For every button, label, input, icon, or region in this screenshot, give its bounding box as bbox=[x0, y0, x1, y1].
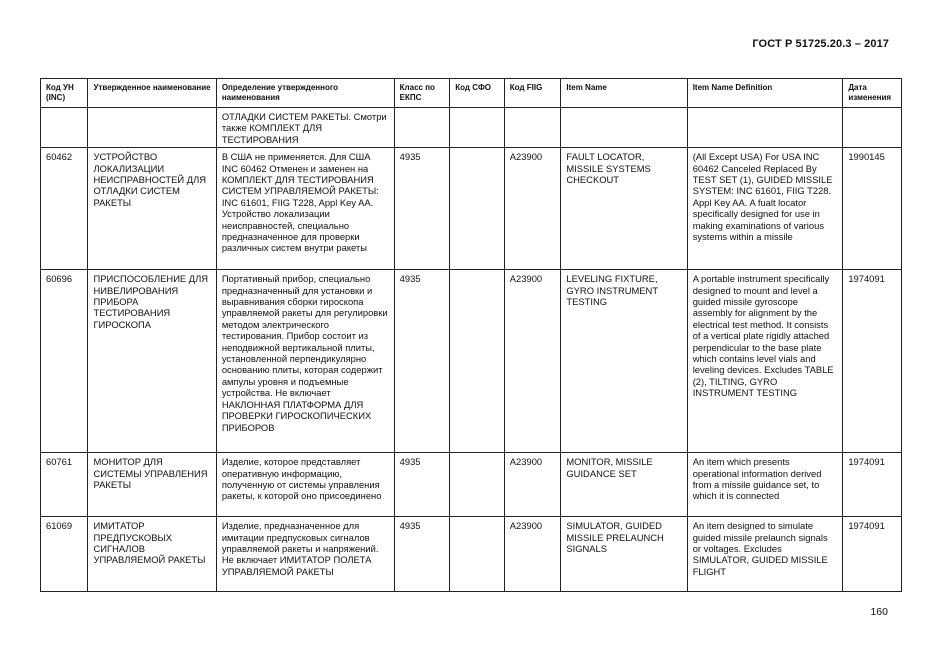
cell-fiig-code: A23900 bbox=[504, 453, 561, 517]
table-row bbox=[41, 148, 902, 270]
cell-definition: Изделие, которое представляет оперативную информацию, полученную от системы управления ракеты, к которой оно присоединено bbox=[216, 453, 394, 517]
table-header-row bbox=[41, 79, 902, 108]
cell-approved-name: ИМИТАТОР ПРЕДПУСКОВЫХ СИГНАЛОВ УПРАВЛЯЕМОЙ РАКЕТЫ bbox=[88, 517, 216, 592]
cell-sfo-code bbox=[450, 108, 505, 148]
cell-ekps-class: 4935 bbox=[394, 270, 450, 453]
cell-ekps-class: 4935 bbox=[394, 453, 450, 517]
table-row bbox=[41, 270, 902, 453]
col-header-change-date: Дата изменения bbox=[843, 79, 902, 108]
cell-definition: В США не применяется. Для США INC 60462 Отменен и заменен на КОМПЛЕКТ ДЛЯ ТЕСТИРОВАНИЯ СИСТЕМ УПРАВЛЯЕМОЙ РАКЕТЫ: INC 61601, FIIG T228, Appl Key AA. Устройство локализации неисправностей, специально предназначенное для проверки различных систем внутри ракеты bbox=[216, 148, 394, 270]
cell-sfo-code bbox=[450, 517, 505, 592]
cell-definition: Изделие, предназначенное для имитации предпусковых сигналов управляемой ракеты и напряжений. Не включает ИМИТАТОР ПОЛЕТА УПРАВЛЯЕМОЙ РАКЕТЫ bbox=[216, 517, 394, 592]
cell-item-name: LEVELING FIXTURE, GYRO INSTRUMENT TESTING bbox=[561, 270, 687, 453]
col-header-item-name: Item Name bbox=[561, 79, 687, 108]
cell-fiig-code: A23900 bbox=[504, 517, 561, 592]
table-row bbox=[41, 108, 902, 148]
cell-item-definition: (All Except USA) For USA INC 60462 Canceled Replaced By TEST SET (1), GUIDED MISSILE SYSTEM: INC 61601, FIIG T228. Appl Key AA. A fualt locator specifically designed for use in making examinations of various systems within a missile bbox=[687, 148, 843, 270]
cell-item-name: MONITOR, MISSILE GUIDANCE SET bbox=[561, 453, 687, 517]
cell-definition: ОТЛАДКИ СИСТЕМ РАКЕТЫ. Смотри также КОМПЛЕКТ ДЛЯ ТЕСТИРОВАНИЯ bbox=[216, 108, 394, 148]
cell-approved-name: УСТРОЙСТВО ЛОКАЛИЗАЦИИ НЕИСПРАВНОСТЕЙ ДЛЯ ОТЛАДКИ СИСТЕМ РАКЕТЫ bbox=[88, 148, 216, 270]
cell-change-date: 1974091 bbox=[843, 270, 902, 453]
cell-item-definition bbox=[687, 108, 843, 148]
cell-un-code: 60462 bbox=[41, 148, 88, 270]
page-number: 160 bbox=[870, 606, 888, 618]
cell-un-code: 60761 bbox=[41, 453, 88, 517]
cell-change-date bbox=[843, 108, 902, 148]
cell-un-code bbox=[41, 108, 88, 148]
cell-change-date: 1974091 bbox=[843, 517, 902, 592]
cell-item-name: SIMULATOR, GUIDED MISSILE PRELAUNCH SIGNALS bbox=[561, 517, 687, 592]
table-row bbox=[41, 453, 902, 517]
document-title: ГОСТ Р 51725.20.3 – 2017 bbox=[752, 38, 889, 50]
col-header-item-definition: Item Name Definition bbox=[687, 79, 843, 108]
cell-change-date: 1974091 bbox=[843, 453, 902, 517]
cell-sfo-code bbox=[450, 270, 505, 453]
col-header-sfo-code: Код СФО bbox=[450, 79, 505, 108]
cell-ekps-class bbox=[394, 108, 450, 148]
cell-item-name bbox=[561, 108, 687, 148]
cell-change-date: 1990145 bbox=[843, 148, 902, 270]
col-header-definition: Определение утвержденного наименования bbox=[216, 79, 394, 108]
cell-item-name: FAULT LOCATOR, MISSILE SYSTEMS CHECKOUT bbox=[561, 148, 687, 270]
cell-item-definition: An item which presents operational information derived from a missile guidance set, to which it is connected bbox=[687, 453, 843, 517]
col-header-un-code: Код УН (INC) bbox=[41, 79, 88, 108]
cell-approved-name: ПРИСПОСОБЛЕНИЕ ДЛЯ НИВЕЛИРОВАНИЯ ПРИБОРА ТЕСТИРОВАНИЯ ГИРОСКОПА bbox=[88, 270, 216, 453]
col-header-ekps-class: Класс по ЕКПС bbox=[394, 79, 450, 108]
cell-item-definition: A portable instrument specifically designed to mount and level a guided missile gyroscope assembly for alignment by the electrical test method. It consists of a vertical plate rigidly attached perpendicular to the base plate which contains level vials and leveling devices. Excludes TABLE (2), TILTING, GYRO INSTRUMENT TESTING bbox=[687, 270, 843, 453]
cell-approved-name: МОНИТОР ДЛЯ СИСТЕМЫ УПРАВЛЕНИЯ РАКЕТЫ bbox=[88, 453, 216, 517]
cell-sfo-code bbox=[450, 453, 505, 517]
cell-approved-name bbox=[88, 108, 216, 148]
catalog-table bbox=[40, 78, 902, 592]
col-header-approved-name: Утвержденное наименование bbox=[88, 79, 216, 108]
cell-ekps-class: 4935 bbox=[394, 517, 450, 592]
cell-un-code: 60696 bbox=[41, 270, 88, 453]
cell-fiig-code: A23900 bbox=[504, 148, 561, 270]
cell-fiig-code: A23900 bbox=[504, 270, 561, 453]
table-row bbox=[41, 517, 902, 592]
cell-fiig-code bbox=[504, 108, 561, 148]
cell-sfo-code bbox=[450, 148, 505, 270]
col-header-fiig-code: Код FIIG bbox=[504, 79, 561, 108]
cell-ekps-class: 4935 bbox=[394, 148, 450, 270]
cell-definition: Портативный прибор, специально предназначенный для установки и выравнивания сборки гироскопа управляемой ракеты для регулировки методом электрического тестирования. Прибор состоит из неподвижной вертикальной плиты, установленной перпендикулярно основанию плиты, которая содержит ампулы уровня и подъемные устройства. Не включает НАКЛОННАЯ ПЛАТФОРМА ДЛЯ ПРОВЕРКИ ГИРОСКОПИЧЕСКИХ ПРИБОРОВ bbox=[216, 270, 394, 453]
cell-un-code: 61069 bbox=[41, 517, 88, 592]
cell-item-definition: An item designed to simulate guided missile prelaunch signals or voltages. Excludes SIMULATOR, GUIDED MISSILE FLIGHT bbox=[687, 517, 843, 592]
